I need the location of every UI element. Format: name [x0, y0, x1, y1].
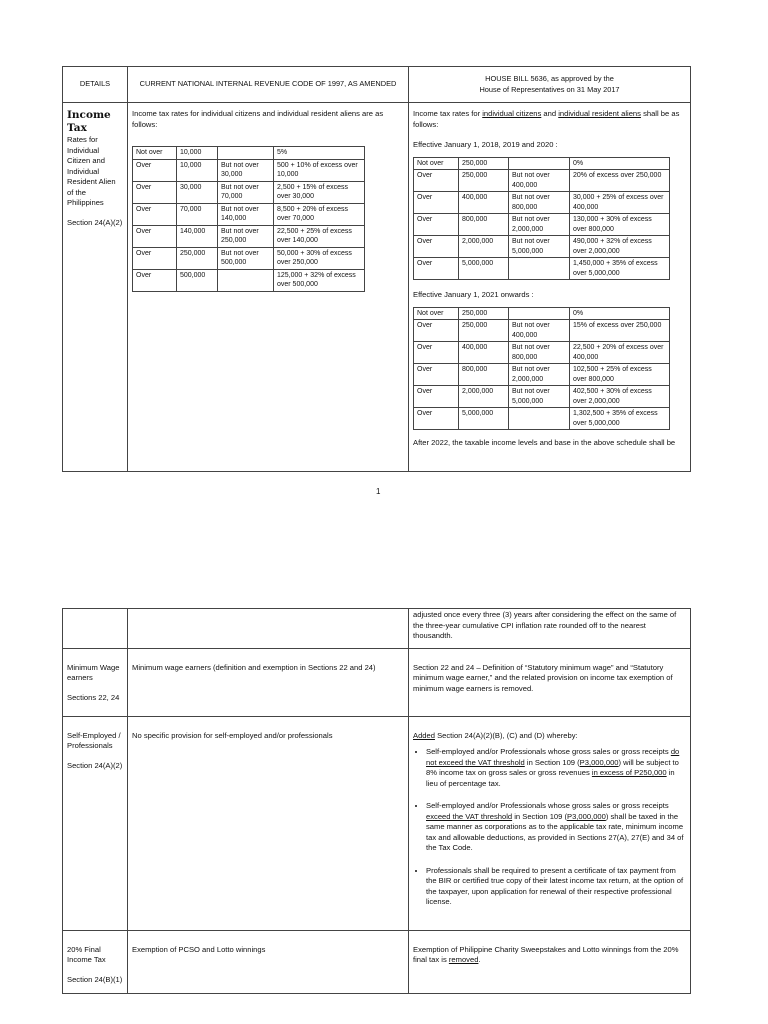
- label-2021: Effective January 1, 2021 onwards :: [413, 290, 534, 299]
- bullet-text: Self-employed and/or Professionals whose gross sales or gross receipts: [426, 747, 671, 756]
- rate-table-row: [133, 247, 365, 269]
- rate-table-row: [414, 214, 670, 236]
- rate-table-cell: But not over 5,000,000: [509, 236, 570, 258]
- rate-table-cell: 800,000: [459, 364, 509, 386]
- final-tax-section: Section 24(B)(1): [67, 974, 123, 984]
- rate-table-cell: [218, 147, 274, 160]
- rate-table-cell: 5%: [274, 147, 365, 160]
- final-tax-removed: removed: [448, 955, 479, 964]
- bullet-text: Self-employed and/or Professionals whose gross sales or gross receipts: [426, 801, 669, 810]
- bullet-text: ) will be subject to 8% income tax on gross sales or gross revenues: [426, 757, 679, 777]
- rate-table-cell: 2,000,000: [459, 236, 509, 258]
- mwe-current: Minimum wage earners (definition and exemption in Sections 22 and 24): [128, 648, 409, 716]
- rate-table-cell: Over: [133, 247, 177, 269]
- rate-table-cell: 8,500 + 20% of excess over 70,000: [274, 203, 365, 225]
- rate-table-cell: 20% of excess over 250,000: [570, 170, 670, 192]
- current-rate-table: [132, 146, 365, 292]
- final-tax-details: [63, 930, 128, 993]
- rate-table-cell: 402,500 + 30% of excess over 2,000,000: [570, 386, 670, 408]
- mwe-label: Minimum Wage earners: [67, 662, 120, 682]
- income-tax-title: Income Tax: [67, 109, 111, 134]
- rate-table-cell: Not over: [133, 147, 177, 160]
- rate-table-cell: Over: [414, 342, 459, 364]
- rate-table-cell: But not over 800,000: [509, 192, 570, 214]
- rate-table-row: [133, 147, 365, 160]
- income-tax-subtitle: Rates for Individual Citizen and Individual Resident Alien of the Philippines: [67, 135, 116, 207]
- rate-table-row: [414, 408, 670, 430]
- final-tax-text: Exemption of Philippine Charity Sweepstakes and Lotto winnings from the 20% final tax is: [413, 944, 679, 964]
- house-rate-table-2018: [413, 157, 670, 281]
- rate-table-cell: Over: [414, 386, 459, 408]
- mwe-house: Section 22 and 24 – Definition of “Statutory minimum wage” and “Statutory minimum wage earner,” and the related provision on income tax exemption of minimum wage earners is removed.: [409, 648, 691, 716]
- bullet-2: [426, 801, 686, 854]
- rate-table-cell: But not over 140,000: [218, 203, 274, 225]
- rate-table-cell: 125,000 + 32% of excess over 500,000: [274, 269, 365, 291]
- rate-table-row: [133, 203, 365, 225]
- house-intro-text: Income tax rates for: [413, 109, 483, 118]
- rate-table-cell: Over: [133, 203, 177, 225]
- bullet-text: ) shall be taxed in the same manner as corporations as to the applicable tax rate, minimum income tax and allowable deductions, as provided in Sections 27(A), 27(E) and 34 of the Tax Code.: [426, 811, 684, 852]
- house-rate-table-2021: [413, 307, 670, 431]
- rate-table-cell: Not over: [414, 157, 459, 170]
- rate-table-row: [133, 225, 365, 247]
- rate-table-cell: But not over 2,000,000: [509, 364, 570, 386]
- house-intro: [413, 109, 686, 130]
- rate-table-cell: But not over 2,000,000: [509, 214, 570, 236]
- label-2018: Effective January 1, 2018, 2019 and 2020 :: [413, 140, 558, 149]
- rate-table-cell: 30,000 + 25% of excess over 400,000: [570, 192, 670, 214]
- continuation-text: adjusted once every three (3) years after considering the effect on the same of the three-year cumulative CPI inflation rate rounded off to the nearest thousandth.: [409, 609, 691, 649]
- bullet-underline: P3,000,000: [579, 757, 619, 767]
- bullet-underline: P3,000,000: [567, 811, 606, 821]
- header-row: [63, 67, 691, 103]
- rate-table-row: [414, 307, 670, 320]
- rate-table-cell: Over: [133, 225, 177, 247]
- rate-table-row: [414, 386, 670, 408]
- rate-table-cell: Over: [133, 269, 177, 291]
- bullet-text: in Section 109 (: [512, 811, 568, 821]
- self-employed-label: Self-Employed / Professionals: [67, 730, 121, 750]
- rate-table-cell: But not over 400,000: [509, 320, 570, 342]
- final-tax-text: .: [478, 955, 481, 964]
- header-details: DETAILS: [63, 67, 128, 103]
- rate-table-row: [414, 236, 670, 258]
- header-current-code: CURRENT NATIONAL INTERNAL REVENUE CODE OF 1997, AS AMENDED: [128, 67, 409, 103]
- rate-table-cell: Over: [414, 408, 459, 430]
- rate-table-row: [133, 181, 365, 203]
- rate-table-row: [414, 364, 670, 386]
- continuation-empty: [128, 609, 409, 649]
- rate-table-cell: 490,000 + 32% of excess over 2,000,000: [570, 236, 670, 258]
- rate-table-cell: Over: [133, 159, 177, 181]
- rate-table-cell: 30,000: [177, 181, 218, 203]
- house-intro-text: shall be as follows:: [413, 109, 680, 129]
- rate-table-row: [133, 269, 365, 291]
- continuation-empty: [63, 609, 128, 649]
- final-tax-house: [409, 930, 691, 993]
- added-line: [413, 731, 686, 742]
- rate-table-cell: 102,500 + 25% of excess over 800,000: [570, 364, 670, 386]
- page1-table: [62, 66, 691, 472]
- rate-table-cell: Over: [414, 258, 459, 280]
- added-rest: Section 24(A)(2)(B), (C) and (D) whereby:: [434, 730, 578, 740]
- header-house-bill: [409, 67, 691, 103]
- bullet-3: • Professionals shall be required to present a certificate of tax payment from the BIR or certified true copy of their latest income tax return, at the option of the taxpayer, upon application for renewal of their respective professional license.: [426, 866, 686, 908]
- rate-table-cell: 250,000: [459, 170, 509, 192]
- rate-table-cell: But not over 5,000,000: [509, 386, 570, 408]
- bullet-text: in lieu of percentage tax.: [426, 768, 675, 788]
- income-tax-row: [63, 103, 691, 472]
- rate-table-cell: 400,000: [459, 192, 509, 214]
- rate-table-cell: 500 + 10% of excess over 10,000: [274, 159, 365, 181]
- rate-table-cell: [509, 408, 570, 430]
- rate-table-cell: 800,000: [459, 214, 509, 236]
- house-intro-text: and: [541, 109, 559, 118]
- self-employed-row: [63, 716, 691, 930]
- mwe-row: [63, 648, 691, 716]
- rate-table-cell: But not over 30,000: [218, 159, 274, 181]
- continuation-row: [63, 609, 691, 649]
- rate-table-cell: Over: [414, 214, 459, 236]
- self-employed-current: No specific provision for self-employed and/or professionals: [128, 716, 409, 930]
- header-house-bill-line1: HOUSE BILL 5636, as approved by the: [485, 74, 614, 83]
- rate-table-cell: 500,000: [177, 269, 218, 291]
- final-tax-row: [63, 930, 691, 993]
- rate-table-cell: Over: [414, 320, 459, 342]
- rate-table-cell: But not over 800,000: [509, 342, 570, 364]
- mwe-details: [63, 648, 128, 716]
- rate-table-cell: 250,000: [459, 307, 509, 320]
- rate-table-cell: [218, 269, 274, 291]
- rate-table-cell: 15% of excess over 250,000: [570, 320, 670, 342]
- bullet-text: in Section 109 (: [524, 757, 580, 767]
- rate-table-cell: 2,500 + 15% of excess over 30,000: [274, 181, 365, 203]
- rate-table-cell: Over: [414, 236, 459, 258]
- rate-table-cell: 50,000 + 30% of excess over 250,000: [274, 247, 365, 269]
- page2-table: [62, 608, 691, 994]
- rate-table-cell: 5,000,000: [459, 408, 509, 430]
- header-house-bill-line2: House of Representatives on 31 May 2017: [479, 84, 620, 94]
- rate-table-cell: Not over: [414, 307, 459, 320]
- rate-table-cell: 22,500 + 20% of excess over 400,000: [570, 342, 670, 364]
- house-intro-underline-1: individual citizens: [482, 109, 542, 118]
- rate-table-row: [414, 342, 670, 364]
- bullet-underline: in excess of P250,000: [591, 768, 667, 777]
- bullet-1: [426, 747, 686, 789]
- rate-table-cell: 140,000: [177, 225, 218, 247]
- self-employed-house: [409, 716, 691, 930]
- rate-table-cell: Over: [414, 192, 459, 214]
- income-tax-details: [63, 103, 128, 472]
- current-intro: Income tax rates for individual citizens and individual resident aliens are as follows:: [132, 109, 384, 129]
- rate-table-cell: 250,000: [459, 157, 509, 170]
- rate-table-cell: But not over 500,000: [218, 247, 274, 269]
- after-2022-text: After 2022, the taxable income levels and base in the above schedule shall be: [413, 438, 676, 447]
- rate-table-row: [414, 157, 670, 170]
- rate-table-cell: But not over 70,000: [218, 181, 274, 203]
- added-word: Added: [413, 730, 435, 740]
- house-intro-underline-2: individual resident aliens: [558, 109, 641, 118]
- rate-table-cell: 10,000: [177, 147, 218, 160]
- rate-table-cell: 400,000: [459, 342, 509, 364]
- page-number: 1: [376, 487, 381, 496]
- rate-table-cell: 1,302,500 + 35% of excess over 5,000,000: [570, 408, 670, 430]
- rate-table-cell: [509, 307, 570, 320]
- rate-table-cell: 2,000,000: [459, 386, 509, 408]
- final-tax-label: 20% Final Income Tax: [67, 944, 106, 964]
- rate-table-cell: Over: [414, 170, 459, 192]
- rate-table-cell: 1,450,000 + 35% of excess over 5,000,000: [570, 258, 670, 280]
- rate-table-cell: Over: [414, 364, 459, 386]
- rate-table-cell: Over: [133, 181, 177, 203]
- house-bill-income-tax: [409, 103, 691, 472]
- rate-table-row: [414, 170, 670, 192]
- rate-table-row: [414, 320, 670, 342]
- rate-table-cell: 5,000,000: [459, 258, 509, 280]
- rate-table-cell: [509, 258, 570, 280]
- rate-table-cell: 250,000: [459, 320, 509, 342]
- rate-table-cell: But not over 250,000: [218, 225, 274, 247]
- rate-table-cell: 0%: [570, 307, 670, 320]
- rate-table-cell: 10,000: [177, 159, 218, 181]
- rate-table-row: [133, 159, 365, 181]
- self-employed-details: [63, 716, 128, 930]
- income-tax-section: Section 24(A)(2): [67, 217, 123, 227]
- bullet-underline: exceed the VAT threshold: [426, 811, 513, 821]
- rate-table-cell: 0%: [570, 157, 670, 170]
- current-code-income-tax: [128, 103, 409, 472]
- rate-table-cell: 22,500 + 25% of excess over 140,000: [274, 225, 365, 247]
- self-employed-section: Section 24(A)(2): [67, 760, 123, 770]
- rate-table-cell: 70,000: [177, 203, 218, 225]
- self-employed-bullets: [413, 747, 686, 908]
- mwe-section: Sections 22, 24: [67, 692, 120, 702]
- final-tax-current: Exemption of PCSO and Lotto winnings: [128, 930, 409, 993]
- rate-table-cell: 250,000: [177, 247, 218, 269]
- rate-table-cell: 130,000 + 30% of excess over 800,000: [570, 214, 670, 236]
- rate-table-row: [414, 258, 670, 280]
- rate-table-cell: [509, 157, 570, 170]
- bullet-underline: do not exceed the VAT threshold: [426, 747, 680, 767]
- rate-table-row: [414, 192, 670, 214]
- rate-table-cell: But not over 400,000: [509, 170, 570, 192]
